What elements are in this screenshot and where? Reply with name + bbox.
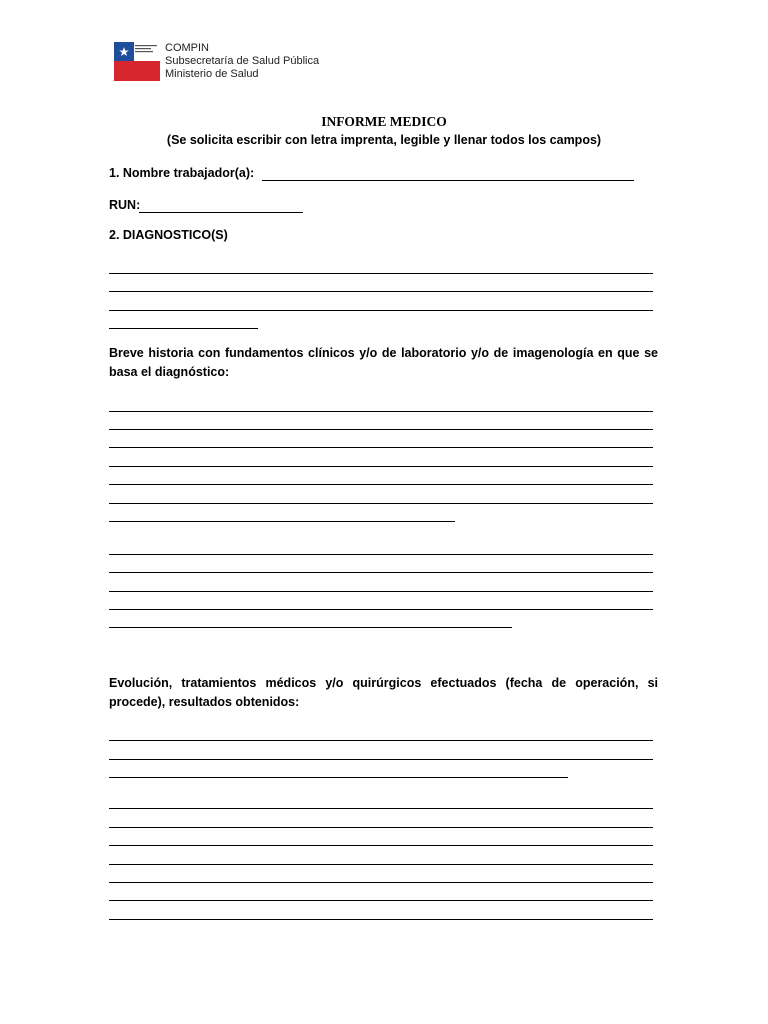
- ministerio-logo: [114, 42, 160, 81]
- historia-line[interactable]: [109, 572, 653, 573]
- evolucion-line[interactable]: [109, 740, 653, 741]
- nombre-input-line[interactable]: [262, 180, 634, 181]
- historia-line[interactable]: [109, 411, 653, 412]
- historia-line[interactable]: [109, 591, 653, 592]
- historia-line[interactable]: [109, 521, 455, 522]
- historia-prompt: Breve historia con fundamentos clínicos y/o de laboratorio y/o de imagenología en que se basa el diagnóstico:: [109, 346, 658, 379]
- evolucion-line[interactable]: [109, 777, 568, 778]
- ministerio-text: Ministerio de Salud: [165, 68, 259, 80]
- diagnostico-line[interactable]: [109, 310, 653, 311]
- historia-line[interactable]: [109, 609, 653, 610]
- org-name: COMPIN: [165, 42, 209, 54]
- historia-line[interactable]: [109, 503, 653, 504]
- run-input-line[interactable]: [139, 212, 303, 213]
- evolucion-line[interactable]: [109, 808, 653, 809]
- historia-line[interactable]: [109, 554, 653, 555]
- document-subtitle: (Se solicita escribir con letra imprenta, legible y llenar todos los campos): [166, 133, 602, 147]
- evolucion-line[interactable]: [109, 900, 653, 901]
- document-title: INFORME MEDICO: [321, 114, 447, 129]
- evolucion-prompt: Evolución, tratamientos médicos y/o quirúrgicos efectuados (fecha de operación, si procede), resultados obtenidos:: [109, 676, 658, 709]
- subsecretaria-text: Subsecretaría de Salud Pública: [165, 55, 320, 67]
- evolucion-line[interactable]: [109, 845, 653, 846]
- diagnostico-line[interactable]: [109, 328, 258, 329]
- run-label: RUN:: [109, 198, 141, 212]
- diagnostico-label: 2. DIAGNOSTICO(S): [109, 228, 228, 242]
- evolucion-line[interactable]: [109, 864, 653, 865]
- evolucion-line[interactable]: [109, 882, 653, 883]
- historia-line[interactable]: [109, 466, 653, 467]
- evolucion-line[interactable]: [109, 759, 653, 760]
- nombre-label: 1. Nombre trabajador(a):: [109, 166, 255, 180]
- evolucion-line[interactable]: [109, 919, 653, 920]
- historia-line[interactable]: [109, 429, 653, 430]
- organization-block: [165, 42, 319, 81]
- evolucion-line[interactable]: [109, 827, 653, 828]
- historia-line[interactable]: [109, 627, 512, 628]
- historia-line[interactable]: [109, 447, 653, 448]
- diagnostico-line[interactable]: [109, 291, 653, 292]
- historia-line[interactable]: [109, 484, 653, 485]
- diagnostico-line[interactable]: [109, 273, 653, 274]
